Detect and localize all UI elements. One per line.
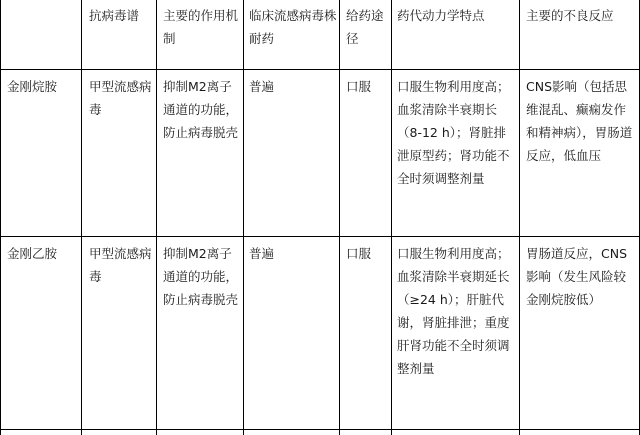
row-route: 口服 bbox=[346, 246, 372, 261]
header-cell-antiviral-spectrum: 抗病毒谱 bbox=[89, 8, 140, 23]
table-border-vertical bbox=[156, 0, 157, 435]
row-clinical-resistance: 普遍 bbox=[249, 79, 275, 94]
header-cell-clinical-resistance: 临床流感病毒株耐药 bbox=[249, 8, 337, 46]
row-pharmacokinetics: 口服生物利用度高；血浆清除半衰期延长（≥24 h）；肝脏代谢，肾脏排泄；重度肝肾功能不全时须调整剂量 bbox=[397, 246, 510, 376]
table-border-horizontal bbox=[0, 69, 640, 70]
header-cell-pharmacokinetics: 药代动力学特点 bbox=[397, 8, 485, 23]
row-mechanism: 抑制M2离子通道的功能，防止病毒脱壳 bbox=[163, 79, 239, 140]
table-border-horizontal bbox=[0, 429, 640, 430]
table-border-vertical bbox=[391, 0, 392, 435]
table-border-vertical bbox=[243, 0, 244, 435]
row-adverse-reactions: 胃肠道反应，CNS影响（发生风险较金刚烷胺低） bbox=[526, 246, 628, 307]
table-border-horizontal bbox=[0, 236, 640, 237]
row-mechanism: 抑制M2离子通道的功能，防止病毒脱壳 bbox=[163, 246, 239, 307]
row-drug-name: 金刚乙胺 bbox=[7, 246, 58, 261]
row-antiviral-spectrum: 甲型流感病毒 bbox=[89, 79, 152, 117]
row-adverse-reactions: CNS影响（包括思维混乱、癫痫发作和精神病），胃肠道反应，低血压 bbox=[526, 79, 633, 163]
table-border-vertical bbox=[0, 0, 1, 435]
table-border-vertical bbox=[81, 0, 82, 435]
row-route: 口服 bbox=[346, 79, 372, 94]
header-cell-mechanism: 主要的作用机制 bbox=[163, 8, 239, 46]
header-cell-adverse-reactions: 主要的不良反应 bbox=[526, 8, 614, 23]
row-clinical-resistance: 普遍 bbox=[249, 246, 275, 261]
row-drug-name: 金刚烷胺 bbox=[7, 79, 58, 94]
table-border-vertical bbox=[519, 0, 520, 435]
table-border-vertical bbox=[339, 0, 340, 435]
row-antiviral-spectrum: 甲型流感病毒 bbox=[89, 246, 152, 284]
header-cell-route: 给药途径 bbox=[346, 8, 384, 46]
row-pharmacokinetics: 口服生物利用度高；血浆清除半衰期长（8-12 h）；肾脏排泄原型药；肾功能不全时须调整剂量 bbox=[397, 79, 510, 186]
